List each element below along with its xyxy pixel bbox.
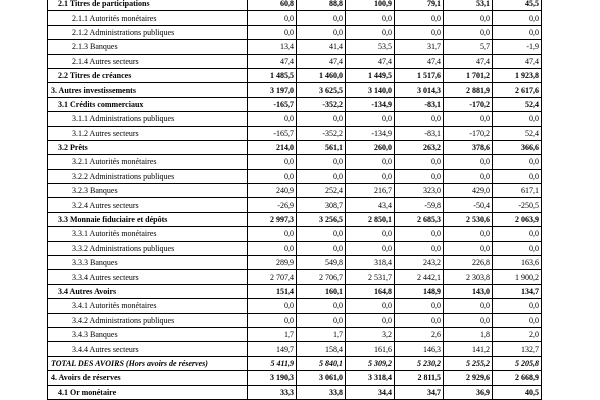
value-cell: 0,0 xyxy=(493,11,542,25)
value-cell: 2 063,9 xyxy=(493,212,542,226)
value-cell: 0,0 xyxy=(444,299,493,313)
value-cell: 3 190,3 xyxy=(248,371,297,385)
table-row xyxy=(48,0,542,11)
balance-sheet-table xyxy=(47,0,542,400)
value-cell: 0,0 xyxy=(248,155,297,169)
value-cell: 100,9 xyxy=(346,0,395,11)
value-cell: 149,7 xyxy=(248,342,297,356)
table-row xyxy=(48,299,542,313)
value-cell: 0,0 xyxy=(493,112,542,126)
value-cell: 3 256,5 xyxy=(297,212,346,226)
value-cell: 134,7 xyxy=(493,284,542,298)
value-cell: 33,8 xyxy=(297,385,346,399)
value-cell: 0,0 xyxy=(444,25,493,39)
value-cell: 53,5 xyxy=(346,40,395,54)
table-row xyxy=(48,155,542,169)
value-cell: 164,8 xyxy=(346,284,395,298)
row-label: 3.2.4 Autres secteurs xyxy=(48,198,248,212)
value-cell: 318,4 xyxy=(346,256,395,270)
row-label: 3.2 Prêts xyxy=(48,140,248,154)
table-row xyxy=(48,198,542,212)
value-cell: 0,0 xyxy=(297,227,346,241)
value-cell: 0,0 xyxy=(248,11,297,25)
value-cell: 5 840,1 xyxy=(297,356,346,370)
value-cell: 2,6 xyxy=(395,327,444,341)
table-row xyxy=(48,284,542,298)
value-cell: 151,4 xyxy=(248,284,297,298)
value-cell: 0,0 xyxy=(297,112,346,126)
value-cell: 34,7 xyxy=(395,385,444,399)
value-cell: 31,7 xyxy=(395,40,444,54)
value-cell: 1 900,2 xyxy=(493,270,542,284)
value-cell: 3 061,0 xyxy=(297,371,346,385)
value-cell: -352,2 xyxy=(297,97,346,111)
value-cell: 3 197,0 xyxy=(248,83,297,97)
value-cell: 0,0 xyxy=(493,241,542,255)
value-cell: 2 442,1 xyxy=(395,270,444,284)
value-cell: 0,0 xyxy=(297,299,346,313)
table-row xyxy=(48,184,542,198)
value-cell: 47,4 xyxy=(346,54,395,68)
value-cell: 0,0 xyxy=(444,112,493,126)
value-cell: 252,4 xyxy=(297,184,346,198)
value-cell: 53,1 xyxy=(444,0,493,11)
value-cell: 36,9 xyxy=(444,385,493,399)
row-label: 3.4.4 Autres secteurs xyxy=(48,342,248,356)
value-cell: 0,0 xyxy=(395,11,444,25)
table-row xyxy=(48,25,542,39)
table-row xyxy=(48,327,542,341)
row-label: 3.1.2 Autres secteurs xyxy=(48,126,248,140)
value-cell: 1 485,5 xyxy=(248,68,297,82)
value-cell: 0,0 xyxy=(297,241,346,255)
row-label: 4. Avoirs de réserves xyxy=(48,371,248,385)
value-cell: 52,4 xyxy=(493,97,542,111)
row-label: 3.1 Crédits commerciaux xyxy=(48,97,248,111)
table-row xyxy=(48,169,542,183)
value-cell: 0,0 xyxy=(493,227,542,241)
row-label: TOTAL DES AVOIRS (Hors avoirs de réserves) xyxy=(48,356,248,370)
value-cell: 2 617,6 xyxy=(493,83,542,97)
table-row xyxy=(48,140,542,154)
table-row xyxy=(48,112,542,126)
row-label: 2.1.1 Autorités monétaires xyxy=(48,11,248,25)
row-label: 3.2.2 Administrations publiques xyxy=(48,169,248,183)
value-cell: 2 997,3 xyxy=(248,212,297,226)
value-cell: 79,1 xyxy=(395,0,444,11)
value-cell: 0,0 xyxy=(395,169,444,183)
value-cell: 2 668,9 xyxy=(493,371,542,385)
value-cell: 1,7 xyxy=(297,327,346,341)
table-row xyxy=(48,342,542,356)
value-cell: 146,3 xyxy=(395,342,444,356)
table-body xyxy=(48,0,542,399)
value-cell: 47,4 xyxy=(444,54,493,68)
table-row xyxy=(48,97,542,111)
value-cell: -59,8 xyxy=(395,198,444,212)
table-row xyxy=(48,256,542,270)
value-cell: 0,0 xyxy=(248,241,297,255)
row-label: 3.3 Monnaie fiduciaire et dépôts xyxy=(48,212,248,226)
value-cell: 2 531,7 xyxy=(346,270,395,284)
value-cell: 0,0 xyxy=(395,155,444,169)
row-label: 3.3.1 Autorités monétaires xyxy=(48,227,248,241)
value-cell: 0,0 xyxy=(395,313,444,327)
value-cell: 366,6 xyxy=(493,140,542,154)
row-label: 2.1 Titres de participations xyxy=(48,0,248,11)
value-cell: -352,2 xyxy=(297,126,346,140)
value-cell: 549,8 xyxy=(297,256,346,270)
value-cell: 2 929,6 xyxy=(444,371,493,385)
row-label: 3.4.3 Banques xyxy=(48,327,248,341)
value-cell: 0,0 xyxy=(395,227,444,241)
value-cell: 0,0 xyxy=(493,25,542,39)
value-cell: 0,0 xyxy=(297,11,346,25)
value-cell: 0,0 xyxy=(493,313,542,327)
table-row xyxy=(48,270,542,284)
value-cell: 1,7 xyxy=(248,327,297,341)
value-cell: 2 707,4 xyxy=(248,270,297,284)
value-cell: -170,2 xyxy=(444,97,493,111)
value-cell: 33,3 xyxy=(248,385,297,399)
value-cell: 52,4 xyxy=(493,126,542,140)
value-cell: 34,4 xyxy=(346,385,395,399)
value-cell: 0,0 xyxy=(297,155,346,169)
row-label: 3. Autres investissements xyxy=(48,83,248,97)
value-cell: 260,0 xyxy=(346,140,395,154)
value-cell: 47,4 xyxy=(297,54,346,68)
row-label: 3.4.1 Autorités monétaires xyxy=(48,299,248,313)
value-cell: -26,9 xyxy=(248,198,297,212)
value-cell: 2 530,6 xyxy=(444,212,493,226)
value-cell: 0,0 xyxy=(444,227,493,241)
value-cell: 2 685,3 xyxy=(395,212,444,226)
value-cell: 1 449,5 xyxy=(346,68,395,82)
value-cell: 2 850,1 xyxy=(346,212,395,226)
table-row xyxy=(48,356,542,370)
value-cell: 0,0 xyxy=(493,155,542,169)
value-cell: 0,0 xyxy=(395,25,444,39)
row-label: 2.1.3 Banques xyxy=(48,40,248,54)
value-cell: 47,4 xyxy=(248,54,297,68)
value-cell: 0,0 xyxy=(248,227,297,241)
value-cell: -170,2 xyxy=(444,126,493,140)
table-row xyxy=(48,227,542,241)
value-cell: 3 318,4 xyxy=(346,371,395,385)
value-cell: 0,0 xyxy=(395,299,444,313)
value-cell: 43,4 xyxy=(346,198,395,212)
value-cell: 617,1 xyxy=(493,184,542,198)
value-cell: 216,7 xyxy=(346,184,395,198)
row-label: 2.1.4 Autres secteurs xyxy=(48,54,248,68)
value-cell: 0,0 xyxy=(346,25,395,39)
value-cell: 88,8 xyxy=(297,0,346,11)
value-cell: 160,1 xyxy=(297,284,346,298)
value-cell: 0,0 xyxy=(493,299,542,313)
value-cell: 1 517,6 xyxy=(395,68,444,82)
value-cell: 0,0 xyxy=(248,25,297,39)
value-cell: 143,0 xyxy=(444,284,493,298)
value-cell: 47,4 xyxy=(395,54,444,68)
value-cell: 0,0 xyxy=(346,169,395,183)
value-cell: 0,0 xyxy=(297,313,346,327)
value-cell: 0,0 xyxy=(395,112,444,126)
value-cell: 158,4 xyxy=(297,342,346,356)
table-row xyxy=(48,68,542,82)
row-label: 2.1.2 Administrations publiques xyxy=(48,25,248,39)
value-cell: 161,6 xyxy=(346,342,395,356)
value-cell: 2,0 xyxy=(493,327,542,341)
value-cell: 5,7 xyxy=(444,40,493,54)
value-cell: -83,1 xyxy=(395,126,444,140)
value-cell: 0,0 xyxy=(248,313,297,327)
value-cell: 45,5 xyxy=(493,0,542,11)
value-cell: 2 303,8 xyxy=(444,270,493,284)
value-cell: -250,5 xyxy=(493,198,542,212)
value-cell: 240,9 xyxy=(248,184,297,198)
value-cell: 214,0 xyxy=(248,140,297,154)
table-row xyxy=(48,385,542,399)
value-cell: 141,2 xyxy=(444,342,493,356)
row-label: 3.2.1 Autorités monétaires xyxy=(48,155,248,169)
value-cell: 0,0 xyxy=(444,169,493,183)
value-cell: 5 309,2 xyxy=(346,356,395,370)
row-label: 2.2 Titres de créances xyxy=(48,68,248,82)
value-cell: 3 625,5 xyxy=(297,83,346,97)
value-cell: 0,0 xyxy=(346,155,395,169)
value-cell: -83,1 xyxy=(395,97,444,111)
table-row xyxy=(48,212,542,226)
value-cell: 561,1 xyxy=(297,140,346,154)
value-cell: 1 460,0 xyxy=(297,68,346,82)
value-cell: 429,0 xyxy=(444,184,493,198)
table-row xyxy=(48,83,542,97)
value-cell: -134,9 xyxy=(346,97,395,111)
value-cell: 3 140,0 xyxy=(346,83,395,97)
value-cell: 2 811,5 xyxy=(395,371,444,385)
value-cell: 308,7 xyxy=(297,198,346,212)
value-cell: 2 881,9 xyxy=(444,83,493,97)
table-row xyxy=(48,11,542,25)
value-cell: 0,0 xyxy=(297,25,346,39)
row-label: 3.2.3 Banques xyxy=(48,184,248,198)
row-label: 3.3.4 Autres secteurs xyxy=(48,270,248,284)
table-row xyxy=(48,54,542,68)
value-cell: 3,2 xyxy=(346,327,395,341)
value-cell: 5 230,2 xyxy=(395,356,444,370)
value-cell: 40,5 xyxy=(493,385,542,399)
value-cell: 3 014,3 xyxy=(395,83,444,97)
value-cell: 1,8 xyxy=(444,327,493,341)
value-cell: 0,0 xyxy=(346,299,395,313)
value-cell: 0,0 xyxy=(346,227,395,241)
value-cell: 0,0 xyxy=(346,313,395,327)
value-cell: 226,8 xyxy=(444,256,493,270)
value-cell: 378,6 xyxy=(444,140,493,154)
value-cell: 1 923,8 xyxy=(493,68,542,82)
balance-sheet-table-container xyxy=(47,0,542,400)
value-cell: 60,8 xyxy=(248,0,297,11)
value-cell: 0,0 xyxy=(346,241,395,255)
row-label: 3.4.2 Administrations publiques xyxy=(48,313,248,327)
value-cell: 0,0 xyxy=(248,299,297,313)
value-cell: 0,0 xyxy=(248,112,297,126)
value-cell: 163,6 xyxy=(493,256,542,270)
row-label: 3.1.1 Administrations publiques xyxy=(48,112,248,126)
value-cell: 0,0 xyxy=(248,169,297,183)
value-cell: 0,0 xyxy=(493,169,542,183)
value-cell: 0,0 xyxy=(346,11,395,25)
row-label: 3.3.2 Administrations publiques xyxy=(48,241,248,255)
value-cell: 41,4 xyxy=(297,40,346,54)
value-cell: 148,9 xyxy=(395,284,444,298)
value-cell: 0,0 xyxy=(444,313,493,327)
table-row xyxy=(48,40,542,54)
value-cell: 5 255,2 xyxy=(444,356,493,370)
value-cell: 1 701,2 xyxy=(444,68,493,82)
value-cell: 289,9 xyxy=(248,256,297,270)
value-cell: -165,7 xyxy=(248,97,297,111)
row-label: 3.3.3 Banques xyxy=(48,256,248,270)
table-row xyxy=(48,371,542,385)
value-cell: 323,0 xyxy=(395,184,444,198)
value-cell: 132,7 xyxy=(493,342,542,356)
value-cell: 0,0 xyxy=(395,241,444,255)
value-cell: 0,0 xyxy=(297,169,346,183)
value-cell: 5 411,9 xyxy=(248,356,297,370)
value-cell: -134,9 xyxy=(346,126,395,140)
value-cell: 0,0 xyxy=(444,241,493,255)
value-cell: 5 205,8 xyxy=(493,356,542,370)
value-cell: 47,4 xyxy=(493,54,542,68)
value-cell: 2 706,7 xyxy=(297,270,346,284)
row-label: 3.4 Autres Avoirs xyxy=(48,284,248,298)
row-label: 4.1 Or monétaire xyxy=(48,385,248,399)
table-row xyxy=(48,241,542,255)
value-cell: 0,0 xyxy=(444,11,493,25)
value-cell: -50,4 xyxy=(444,198,493,212)
value-cell: -165,7 xyxy=(248,126,297,140)
value-cell: 243,2 xyxy=(395,256,444,270)
value-cell: -1,9 xyxy=(493,40,542,54)
table-row xyxy=(48,313,542,327)
value-cell: 0,0 xyxy=(346,112,395,126)
table-row xyxy=(48,126,542,140)
value-cell: 0,0 xyxy=(444,155,493,169)
value-cell: 13,4 xyxy=(248,40,297,54)
value-cell: 263,2 xyxy=(395,140,444,154)
